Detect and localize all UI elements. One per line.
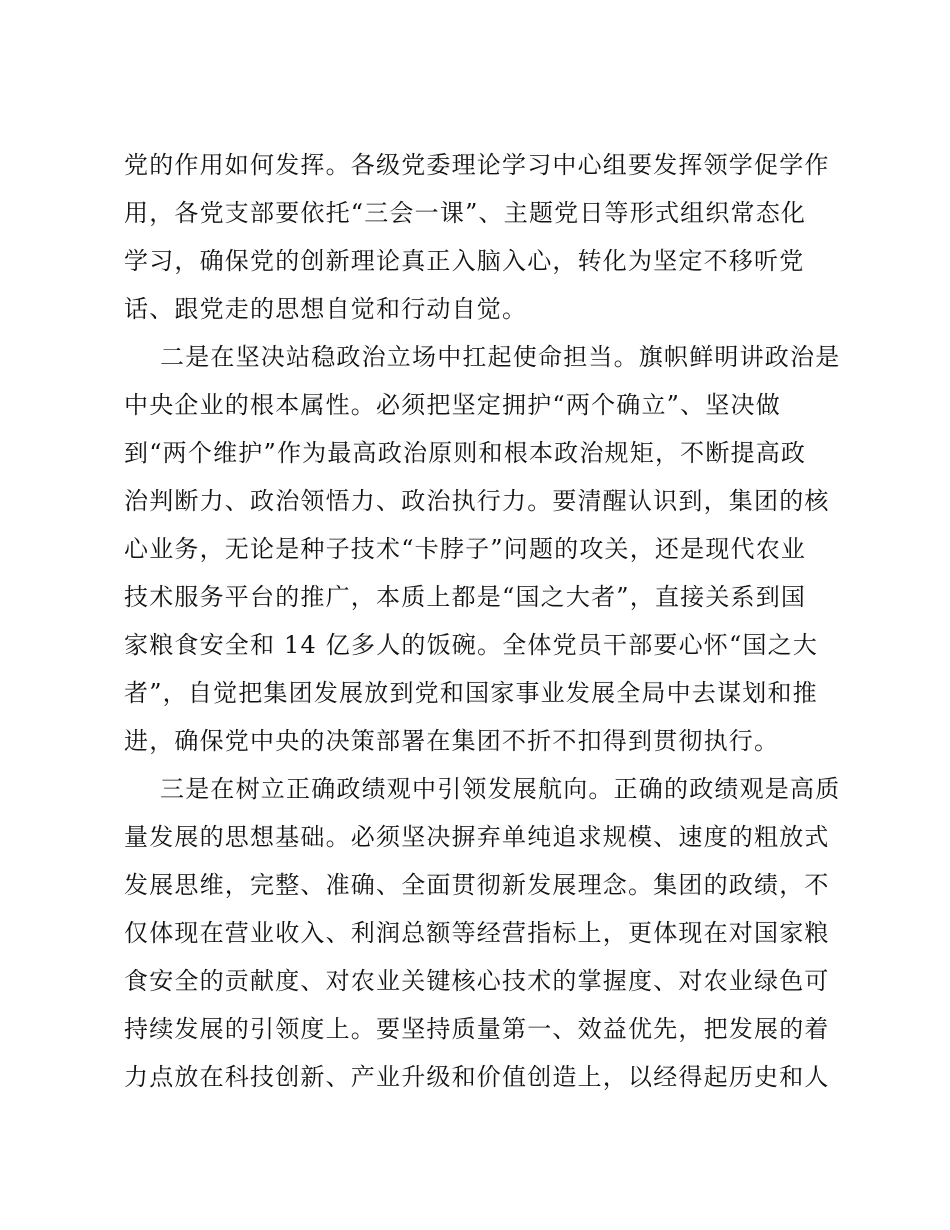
paragraph-start-line: 二是在坚决站稳政治立场中扛起使命担当。旗帜鲜明讲政治是 — [160, 343, 841, 371]
text-line: 治判断力、政治领悟力、政治执行力。要清醒认识到，集团的核 — [124, 487, 830, 515]
text-line: 家粮食安全和 14 亿多人的饭碗。全体党员干部要心怀“国之大 — [124, 631, 819, 659]
text-line: 持续发展的引领度上。要坚持质量第一、效益优先，把发展的着 — [124, 1015, 830, 1043]
text-line: 食安全的贡献度、对农业关键核心技术的掌握度、对农业绿色可 — [124, 967, 830, 995]
text-line: 到“两个维护”作为最高政治原则和根本政治规矩，不断提高政 — [124, 439, 807, 467]
text-line: 话、跟党走的思想自觉和行动自觉。 — [124, 295, 528, 323]
text-line: 量发展的思想基础。必须坚决摒弃单纯追求规模、速度的粗放式 — [124, 823, 830, 851]
text-line: 技术服务平台的推广，本质上都是“国之大者”，直接关系到国 — [124, 583, 807, 611]
text-line: 仅体现在营业收入、利润总额等经营指标上，更体现在对国家粮 — [124, 919, 830, 947]
text-line: 心业务，无论是种子技术“卡脖子”问题的攻关，还是现代农业 — [124, 535, 807, 563]
text-line: 力点放在科技创新、产业升级和价值创造上，以经得起历史和人 — [124, 1063, 830, 1091]
text-line: 进，确保党中央的决策部署在集团不折不扣得到贯彻执行。 — [124, 727, 780, 755]
text-line: 中央企业的根本属性。必须把坚定拥护“两个确立”、坚决做 — [124, 391, 781, 419]
text-line: 发展思维，完整、准确、全面贯彻新发展理念。集团的政绩，不 — [124, 871, 830, 899]
text-line: 学习，确保党的创新理论真正入脑入心，转化为坚定不移听党 — [124, 247, 805, 275]
text-line: 党的作用如何发挥。各级党委理论学习中心组要发挥领学促学作 — [124, 151, 830, 179]
document-body — [124, 141, 841, 1101]
text-line: 用，各党支部要依托“三会一课”、主题党日等形式组织常态化 — [124, 199, 807, 227]
text-line: 者”，自觉把集团发展放到党和国家事业发展全局中去谋划和推 — [124, 679, 818, 707]
paragraph-start-line: 三是在树立正确政绩观中引领发展航向。正确的政绩观是高质 — [160, 775, 841, 803]
